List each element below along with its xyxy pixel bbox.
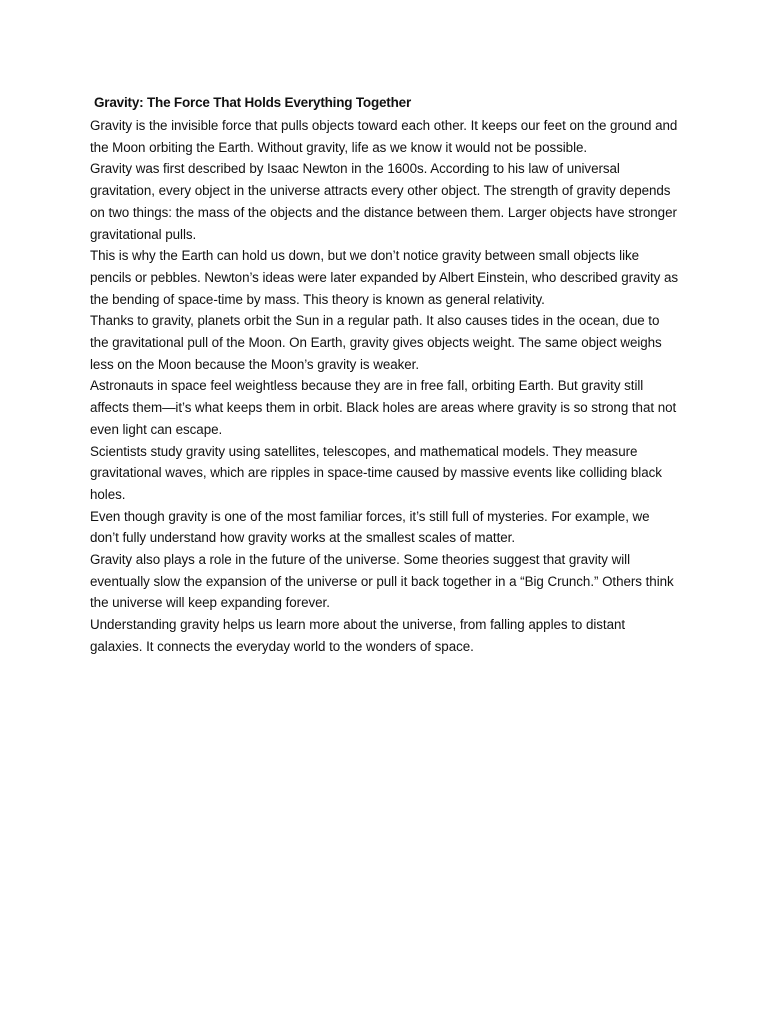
paragraph: Thanks to gravity, planets orbit the Sun in a regular path. It also causes tides in the ocean, due to the gravitational pull of the Moon. On Earth, gravity gives objects weight. The same object weighs less on the Moon because the Moon’s gravity is weaker. xyxy=(90,313,662,372)
paragraph: Even though gravity is one of the most familiar forces, it’s still full of mysteries. For example, we don’t fully understand how gravity works at the smallest scales of matter. xyxy=(90,508,650,546)
paragraph: Understanding gravity helps us learn more about the universe, from falling apples to distant galaxies. It connects the everyday world to the wonders of space. xyxy=(90,617,626,654)
paragraph: Gravity was first described by Isaac Newton in the 1600s. According to his law of universal gravitation, every object in the universe attracts every other object. The strength of gravity depends on two things: the mass of the objects and the distance between them. Larger objects have stronger gravitational pulls. xyxy=(90,161,677,242)
paragraph: This is why the Earth can hold us down, but we don’t notice gravity between small objects like pencils or pebbles. Newton’s ideas were later expanded by Albert Einstein, who described gravity as the bending of space-time by mass. This theory is known as general relativity. xyxy=(90,248,679,307)
paragraph: Astronauts in space feel weightless because they are in free fall, orbiting Earth. But gravity still affects them—it’s what keeps them in orbit. Black holes are areas where gravity is so strong that not even light can escape. xyxy=(90,378,677,437)
paragraph: Gravity also plays a role in the future of the universe. Some theories suggest that gravity will eventually slow the expansion of the universe or pull it back together in a “Big Crunch.” Others think the universe will keep expanding forever. xyxy=(90,552,674,611)
document-body xyxy=(90,115,680,658)
paragraph: Scientists study gravity using satellites, telescopes, and mathematical models. They measure gravitational waves, which are ripples in space-time caused by massive events like colliding black holes. xyxy=(90,443,662,502)
paragraph: Gravity is the invisible force that pulls objects toward each other. It keeps our feet on the ground and the Moon orbiting the Earth. Without gravity, life as we know it would not be possible. xyxy=(90,118,678,155)
document-title: Gravity: The Force That Holds Everything Together xyxy=(94,95,412,110)
